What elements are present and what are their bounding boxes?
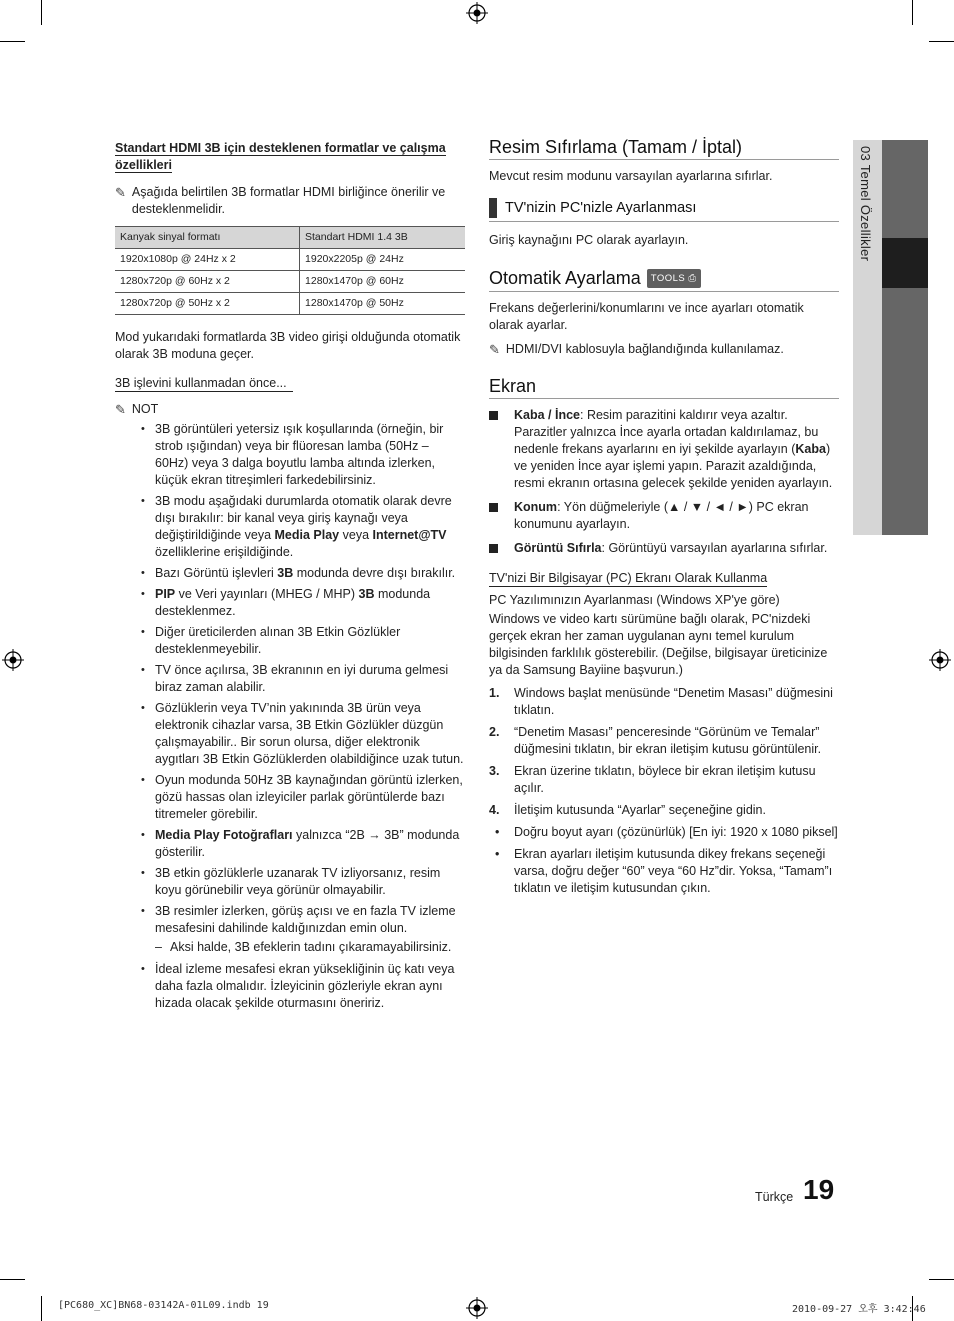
list-item-text: özelliklerine erişildiğinde.	[155, 545, 294, 559]
notes-list	[115, 421, 465, 937]
registration-mark-icon	[466, 2, 488, 24]
list-item	[115, 700, 465, 768]
list-item	[115, 865, 465, 899]
not-heading	[115, 401, 465, 418]
tools-icon: ⎙	[688, 273, 697, 284]
table-heading: Standart HDMI 3B için desteklenen formatlar ve çalışma özellikleri	[115, 141, 446, 172]
registration-mark-icon	[929, 649, 951, 671]
crop-mark	[0, 41, 25, 42]
table-cell: 1280x1470p @ 50Hz	[300, 293, 465, 315]
list-item-text: : Resim parazitini kaldırır veya azaltır. Parazitler yalnızca İnce ayarla ortadan kaldırılamaz, bu nedenle frekans ayarlarını en iyi şekilde ayarlayın (	[514, 408, 819, 456]
table-header: Standart HDMI 1.4 3B	[300, 227, 465, 249]
tools-badge-label: TOOLS	[650, 273, 686, 284]
mode-text: Mod yukarıdaki formatlarda 3B video girişi olduğunda otomatik olarak 3B moduna geçer.	[115, 330, 461, 361]
screen-title: Ekran	[489, 378, 839, 399]
footer-file: [PC680_XC]BN68-03142A-01L09.indb 19	[58, 1300, 269, 1311]
note-text: Aşağıda belirtilen 3B formatlar HDMI birliğince önerilir ve desteklenmelidir.	[131, 185, 446, 216]
table-row	[115, 271, 465, 293]
list-item	[489, 540, 839, 557]
list-item-text: İdeal izleme mesafesi ekran yüksekliğinin üç katı veya daha fazla olmalıdır. İzleyicinin gözleriyle ekran aynı hizada olacak şekilde oturmasını öneririz.	[155, 962, 455, 1010]
auto-note	[489, 341, 839, 358]
list-item-bold: Media Play	[274, 528, 340, 542]
before-heading: 3B işlevini kullanmadan önce...	[115, 376, 293, 392]
auto-text: Frekans değerlerini/konumlarını ve ince ayarları otomatik olarak ayarlar.	[489, 301, 804, 332]
table-header: Kanyak sinyal formatı	[115, 227, 300, 249]
steps-list	[489, 685, 839, 819]
format-table	[115, 226, 465, 315]
list-item-bold: 3B	[358, 587, 375, 601]
list-item-text: Diğer üreticilerden alınan 3B Etkin Gözlükler desteklenmeyebilir.	[155, 625, 401, 656]
step-number: 3.	[489, 764, 500, 778]
chapter-tab-label: 03 Temel Özellikler	[858, 146, 873, 262]
chapter-tab-marker	[882, 238, 928, 288]
pencil-icon: ✎	[115, 402, 126, 417]
list-item-bold: Konum	[514, 500, 558, 514]
registration-mark-icon	[2, 649, 24, 671]
pc-text: Giriş kaynağını PC olarak ayarlayın.	[489, 233, 689, 247]
chapter-tab-band	[882, 140, 928, 535]
list-item-text: modunda devre dışı bırakılır.	[293, 566, 456, 580]
list-item-bold: 3B	[277, 566, 294, 580]
list-item	[489, 407, 839, 492]
pc-software: PC Yazılımınızın Ayarlanması (Windows XP'ye göre)	[489, 593, 780, 607]
step-text: “Denetim Masası” penceresinde “Görünüm ve Temalar” düğmesini tıklatın, bir ekran iletişim kutusu görüntülenir.	[514, 725, 822, 756]
list-item	[115, 827, 465, 861]
list-item	[115, 624, 465, 658]
step-number: 4.	[489, 803, 500, 817]
list-item	[115, 493, 465, 561]
not-label: NOT	[131, 402, 159, 416]
list-item-text: Gözlüklerin veya TV’nin yakınında 3B ürün veya elektronik cihazlar varsa, 3B Etkin Gözlükler düzgün çalışmayabilir.. Bir sorun olursa, diğer elektronik aygıtları 3B Etkin Gözlüklerden olabildiğince uzak tutun.	[155, 701, 464, 766]
list-item-text: 3B görüntüleri yetersiz ışık koşullarında (örneğin, bir strob ışığından) veya bir flüoresan lamba (50Hz – 60Hz) veya 3 dalga boyutlu lamba altında izlerken, küçük ekran titreşimleri farkedebilirsiniz.	[155, 422, 444, 487]
crop-mark	[912, 0, 913, 25]
auto-title: Otomatik Ayarlama	[489, 268, 641, 288]
crop-mark	[929, 41, 954, 42]
pc-section-heading	[489, 198, 839, 222]
registration-mark-icon	[466, 1297, 488, 1319]
list-item	[115, 662, 465, 696]
list-item-text: ve Veri yayınları (MHEG / MHP)	[175, 587, 359, 601]
list-item-bold: Kaba / İnce	[514, 408, 580, 422]
list-item-bold: Internet@TV	[372, 528, 447, 542]
list-item-text: Oyun modunda 50Hz 3B kaynağından görüntü izlerken, gözü hassas olan izleyiciler parlak görüntülerde bazı titremeler görebilir.	[155, 773, 463, 821]
auto-title-row	[489, 269, 839, 292]
table-cell: 1920x2205p @ 24Hz	[300, 249, 465, 271]
notes-list-end	[115, 961, 465, 1012]
step-item	[489, 802, 839, 819]
page-language: Türkçe	[755, 1190, 794, 1204]
list-item-text: ) ve yeniden İnce ayar işlemi yapın. Parazit azaldığında, resmi ekranın ortasına gelecek şekilde yeniden ayarlayın.	[514, 442, 833, 490]
list-item: • Doğru boyut ayarı (çözünürlük) [En iyi: 1920 x 1080 piksel]	[489, 824, 839, 841]
settings-list	[489, 824, 839, 897]
table-cell: 1280x720p @ 50Hz x 2	[115, 293, 300, 315]
crop-mark	[0, 1279, 25, 1280]
list-item-bold: Kaba	[795, 442, 826, 456]
sub-item: – Aksi halde, 3B efeklerin tadını çıkaramayabilirsiniz.	[115, 939, 465, 956]
list-item-text: 3B modu aşağıdaki durumlarda otomatik olarak devre dışı bırakılır: bir kanal veya giriş kaynağı veya değiştirildiğinde veya	[155, 494, 452, 542]
table-cell: 1280x720p @ 60Hz x 2	[115, 271, 300, 293]
step-number: 1.	[489, 686, 500, 700]
table-header-row	[115, 227, 465, 249]
crop-mark	[41, 0, 42, 25]
list-item-text: TV önce açılırsa, 3B ekranının en iyi duruma gelmesi biraz zaman alabilir.	[155, 663, 449, 694]
step-item	[489, 724, 839, 758]
auto-note-text: HDMI/DVI kablosuyla bağlandığında kullanılamaz.	[505, 342, 784, 356]
table-row	[115, 249, 465, 271]
heading-bar	[489, 198, 497, 218]
tools-badge	[647, 269, 701, 288]
list-item-text: : Görüntüyü varsayılan ayarlarına sıfırlar.	[601, 541, 828, 555]
list-item	[115, 961, 465, 1012]
step-text: İletişim kutusunda “Ayarlar” seçeneğine gidin.	[514, 803, 766, 817]
list-item-bold: Görüntü Sıfırla	[514, 541, 602, 555]
reset-title: Resim Sıfırlama (Tamam / İptal)	[489, 139, 839, 160]
pencil-icon: ✎	[115, 185, 126, 200]
list-item	[115, 586, 465, 620]
pc-intro: Windows ve video kartı sürümüne bağlı olarak, PC'nizdeki gerçek ekran her zaman uygulanan aynı temel kurulum bilgisinden farklılık gösterebilir. (Değilse, bilgisayar üreticinize ya da Samsung Bayiine başvurun.)	[489, 612, 828, 677]
crop-mark	[929, 1279, 954, 1280]
pc-screen-heading: TV'nizi Bir Bilgisayar (PC) Ekranı Olarak Kullanma	[489, 571, 768, 585]
step-number: 2.	[489, 725, 500, 739]
list-item	[489, 499, 839, 533]
list-item-text: yalnızca “2B → 3B” modunda gösterilir.	[155, 828, 460, 859]
list-item	[115, 421, 465, 489]
pencil-icon: ✎	[489, 342, 500, 357]
left-column	[115, 140, 465, 1016]
table-cell: 1280x1470p @ 60Hz	[300, 271, 465, 293]
step-text: Windows başlat menüsünde “Denetim Masası” düğmesini tıklatın.	[514, 686, 833, 717]
screen-list	[489, 407, 839, 557]
list-item-text: Bazı Görüntü işlevleri	[155, 566, 278, 580]
crop-mark	[41, 1296, 42, 1321]
step-item	[489, 685, 839, 719]
step-text: Ekran üzerine tıklatın, böylece bir ekran iletişim kutusu açılır.	[514, 764, 816, 795]
page-number: 19	[803, 1174, 835, 1205]
list-item-text: 3B resimler izlerken, görüş açısı ve en fazla TV izleme mesafesini dahilinde kaldığınızdan emin olun.	[155, 904, 456, 935]
step-item	[489, 763, 839, 797]
table-cell: 1920x1080p @ 24Hz x 2	[115, 249, 300, 271]
footer-date: 2010-09-27 오후 3:42:46	[792, 1304, 926, 1315]
list-item	[115, 772, 465, 823]
list-item-bold: Media Play Fotoğrafları	[155, 828, 293, 842]
list-item-text: 3B etkin gözlüklerle uzanarak TV izliyorsanız, resim koyu görünebilir veya görünür olmayabilir.	[155, 866, 441, 897]
right-column	[489, 139, 839, 902]
list-item-bold: PIP	[155, 587, 176, 601]
list-item	[115, 903, 465, 937]
pc-title: TV'nizin PC'nizle Ayarlanması	[505, 199, 697, 216]
list-item-text: : Yön düğmeleriyle (▲ / ▼ / ◄ / ►) PC ekran konumunu ayarlayın.	[514, 500, 809, 531]
reset-text: Mevcut resim modunu varsayılan ayarlarına sıfırlar.	[489, 169, 773, 183]
list-item: • Ekran ayarları iletişim kutusunda dikey frekans seçeneği varsa, doğru değer “60” veya “60 Hz”dir. Yoksa, “Tamam”ı tıklatın ve iletişim kutusundan çıkın.	[489, 846, 839, 897]
list-item-text: modunda desteklenmez.	[155, 587, 431, 618]
list-item	[115, 565, 465, 582]
note	[115, 184, 465, 218]
list-item-text: veya	[339, 528, 373, 542]
table-row	[115, 293, 465, 315]
